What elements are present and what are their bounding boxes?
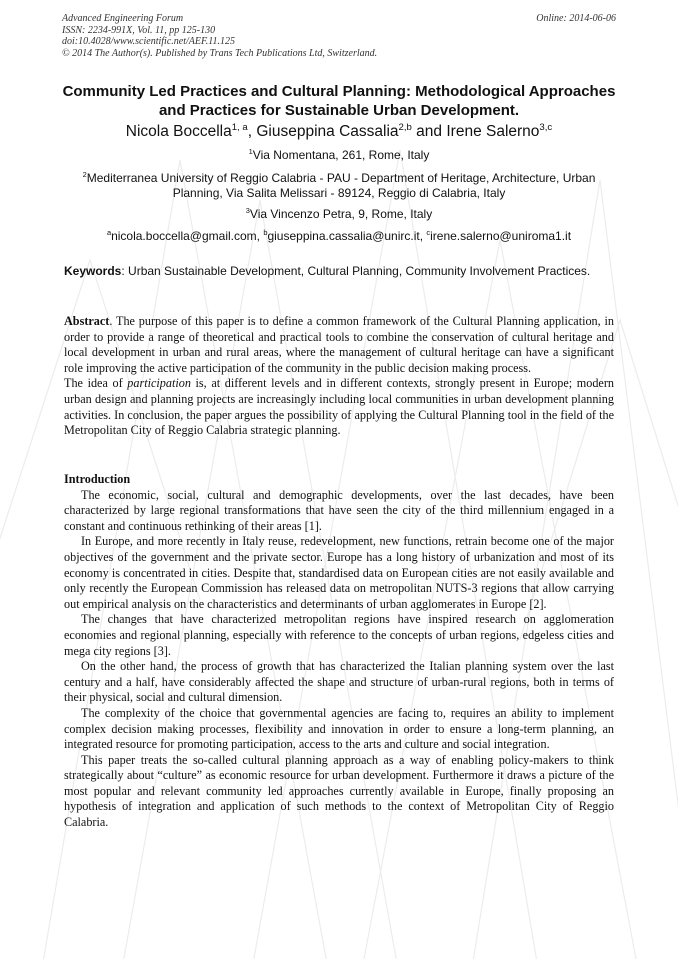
abstract-paragraph: The idea of participation is, at different levels and in different contexts, strongly present in Europe; modern urban design and planning projects are increasingly including local communities in urban development planning activities. In conclusion, the paper argues the possibility of applying the Cultural Planning tool in the field of the Metropolitan City of Reggio Calabria strategic planning. — [64, 376, 614, 438]
email-link[interactable]: giuseppina.cassalia@unirc.it — [267, 229, 420, 243]
online-date: Online: 2014-06-06 — [536, 13, 616, 24]
author-emails: $^a$nicola.boccella@gmail.com, $^b$giuseppina.cassalia@unirc.it, $^c$irene.salerno@uniroma1.it — [106, 228, 572, 243]
body-paragraph: This paper treats the so-called cultural planning approach as a way of enabling policy-makers to think strategically about “culture” as economic resource for urban development. Furthermore it draws a picture of the most popular and relevant community led approaches currently available in Europe, finally proposing an hypothesis of integration and application of such methods to the context of Metropolitan City of Reggio Calabria. — [64, 752, 614, 830]
section-heading: Introduction — [64, 472, 131, 486]
affiliation-2: $^2$Mediterranea University of Reggio Calabria - PAU - Department of Heritage, Architecture, Urban Planning, Via Salita Melissari - 89124, Reggio di Calabria, Italy — [82, 170, 596, 200]
author-sup: 3,c — [539, 121, 553, 133]
author-name: Irene Salerno — [446, 123, 540, 140]
keywords-label: Keywords — [64, 264, 122, 278]
author-name: Giuseppina Cassalia — [256, 123, 399, 140]
author-sup: 1, a — [231, 121, 248, 133]
body-paragraph: The changes that have characterized metropolitan regions have inspired research on agglomeration economies and regional planning, especially with reference to the concepts of urban regions, edgeless cities and mega city regions [3]. — [64, 612, 614, 658]
body-paragraph: In Europe, and more recently in Italy reuse, redevelopment, new functions, retrain become one of the major objectives of the government and the private sector. Europe has a long history of urbanization and most of its economy is concentrated in cities. Despite that, standardised data on European cities are not easily available and only recently the European Commission has released data on metropolitan NUTS-3 regions that allow carrying out empirical analysis on the characteristics and determinants of urban agglomerates in Europe [2]. — [64, 534, 614, 611]
copyright-notice: © 2014 The Author(s). Published by Trans Tech Publications Ltd, Switzerland. — [62, 47, 378, 59]
abstract-section — [64, 314, 614, 439]
keywords — [64, 264, 614, 278]
author-list: Nicola Boccella$^{1, a}$, Giuseppina Cassalia$^{2,b}$ and Irene Salerno$^{3,c}$ — [125, 121, 553, 140]
body-paragraph: On the other hand, the process of growth that has characterized the Italian planning system over the last century and a half, have considerably affected the shape and structure of urban-rural regions, both in terms of their physical, social and cultural dimension. — [64, 659, 614, 705]
journal-header — [62, 13, 377, 59]
author-sup: 2,b — [398, 121, 412, 133]
abstract-label: Abstract — [64, 314, 110, 328]
introduction-section — [64, 472, 614, 831]
keywords-text: : Urban Sustainable Development, Cultural Planning, Community Involvement Practices. — [121, 264, 591, 278]
abstract-paragraph: Abstract. The purpose of this paper is to define a common framework of the Cultural Planning application, in order to provide a range of theoretical and practical tools to combine the conservation of cultural heritage and local development in urban and rural areas, where the management of cultural heritage can have a significant role improving the active participation of the community in the public decision making process. — [64, 314, 614, 375]
journal-doi: doi:10.4028/www.scientific.net/AEF.11.125 — [62, 36, 236, 47]
body-paragraph: The economic, social, cultural and demographic developments, over the last decades, have been characterized by large regional transformations that have seen the city of the third millennium engaged in a constant and continuous rethinking of their areas [1]. — [64, 487, 614, 533]
author-name: Nicola Boccella — [125, 123, 232, 140]
paper-title: Community Led Practices and Cultural Planning: Methodological Approaches and Practices for Sustainable Urban Development. — [62, 83, 616, 119]
journal-name: Advanced Engineering Forum — [62, 13, 184, 24]
body-paragraph: The complexity of the choice that governmental agencies are facing to, requires an ability to implement complex decision making processes, flexibility and innovation in order to ensure a long-term planning, an integrated resource for promoting participation, access to the arts and culture and social integration. — [64, 705, 614, 752]
email-link[interactable]: irene.salerno@uniroma1.it — [430, 229, 572, 243]
email-link[interactable]: nicola.boccella@gmail.com — [111, 229, 257, 243]
journal-issn: ISSN: 2234-991X, Vol. 11, pp 125-130 — [62, 24, 216, 36]
affiliation-3: $^3$Via Vincenzo Petra, 9, Rome, Italy — [245, 206, 433, 221]
affiliation-1: $^1$Via Nomentana, 261, Rome, Italy — [248, 147, 430, 162]
